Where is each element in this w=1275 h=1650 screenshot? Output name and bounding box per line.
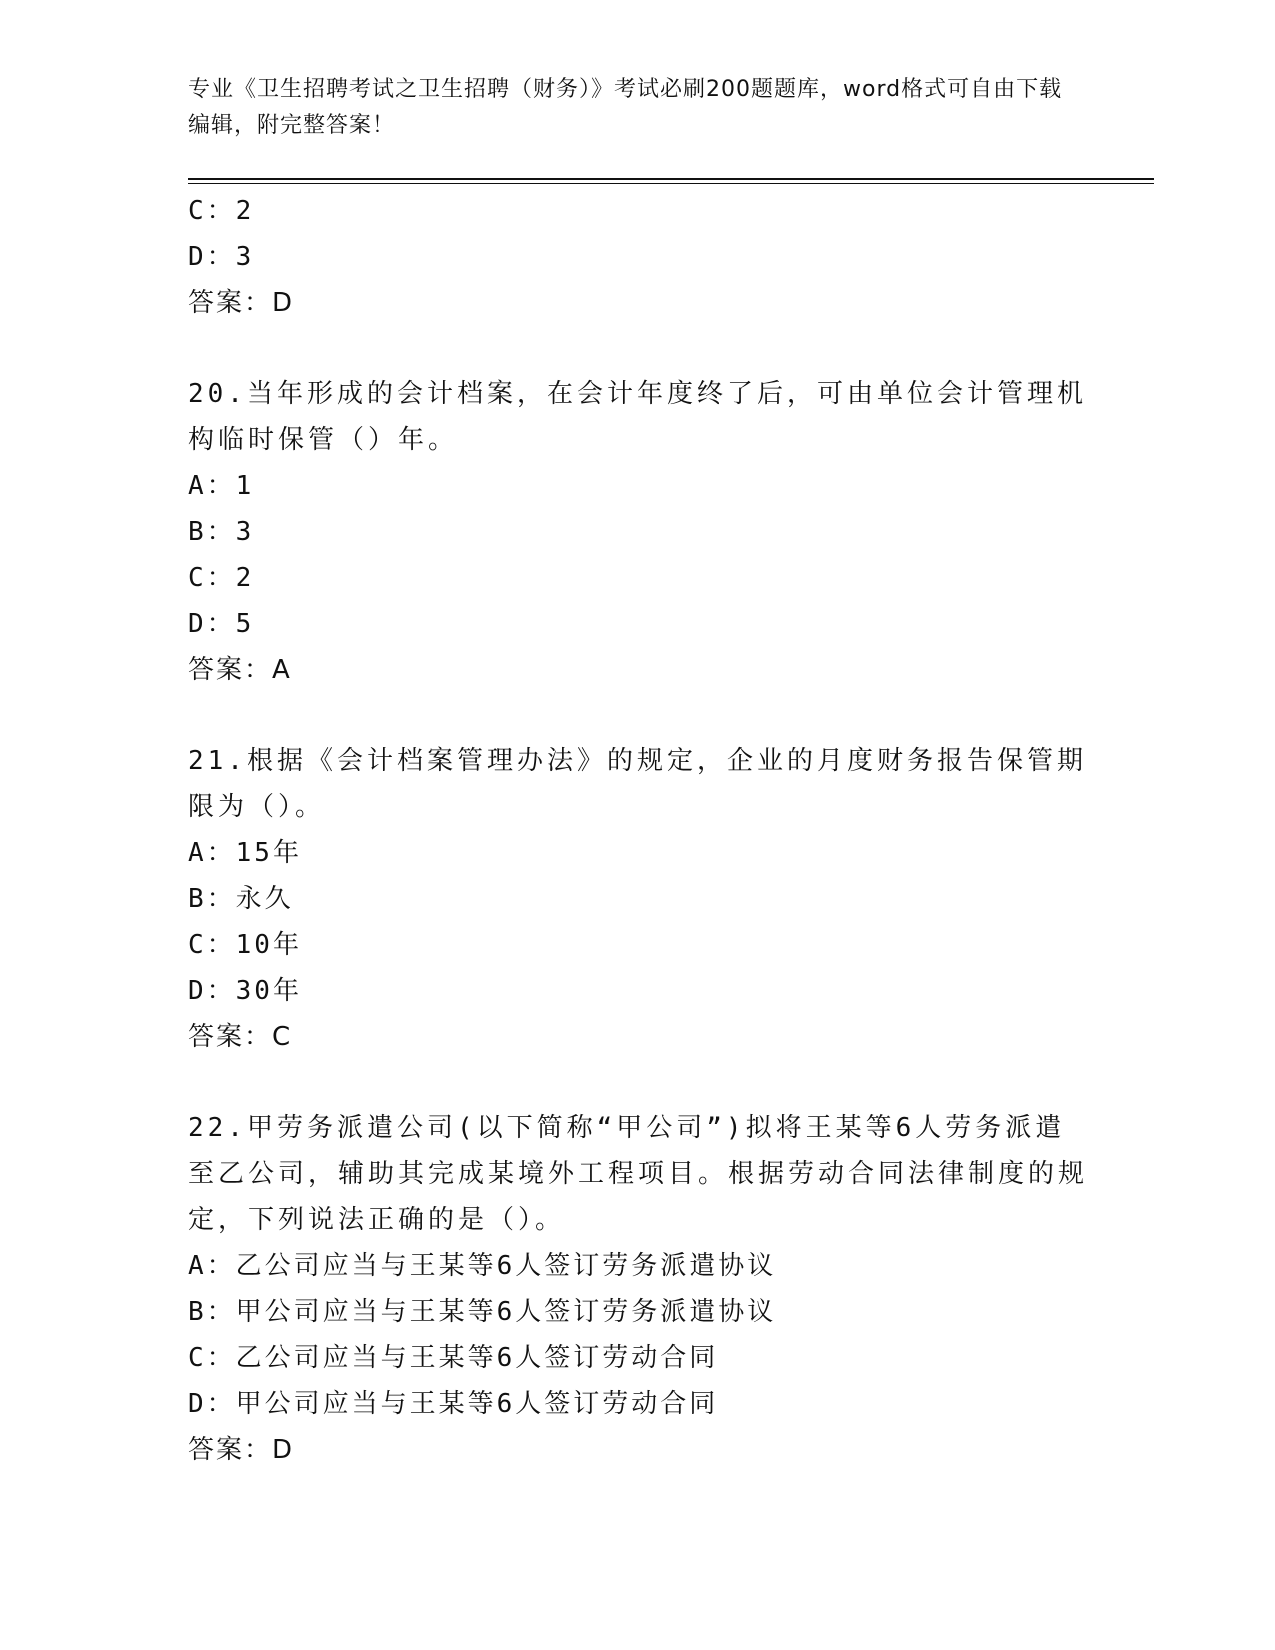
question-20 [188, 371, 1088, 693]
option-c: C：乙公司应当与王某等6人签订劳动合同 [188, 1343, 719, 1373]
question-text: 20.当年形成的会计档案，在会计年度终了后，可由单位会计管理机构临时保管（）年。 [188, 379, 1087, 455]
answer-line: 答案：A [188, 655, 292, 685]
header-divider-thin [188, 183, 1154, 184]
option-c: C：2 [188, 196, 255, 226]
header-divider-thick [188, 178, 1154, 180]
question-list [188, 188, 1088, 1473]
option-a: A：1 [188, 471, 255, 501]
option-c: C：10年 [188, 930, 302, 960]
question-21 [188, 738, 1088, 1060]
option-d: D：3 [188, 242, 255, 272]
question-text: 22.甲劳务派遣公司(以下简称“甲公司”)拟将王某等6人劳务派遣至乙公司，辅助其完成某境外工程项目。根据劳动合同法律制度的规定，下列说法正确的是（）。 [188, 1113, 1089, 1235]
question-text: 21.根据《会计档案管理办法》的规定，企业的月度财务报告保管期限为（）。 [188, 746, 1087, 822]
document-header: 专业《卫生招聘考试之卫生招聘（财务）》考试必刷200题题库，word格式可自由下载编辑，附完整答案！ [188, 77, 1063, 138]
option-d: D：30年 [188, 976, 302, 1006]
option-d: D：甲公司应当与王某等6人签订劳动合同 [188, 1389, 719, 1419]
answer-line: 答案：D [188, 1435, 295, 1465]
answer-line: 答案：D [188, 288, 295, 318]
question-22 [188, 1105, 1088, 1473]
option-a: A：15年 [188, 838, 302, 868]
answer-line: 答案：C [188, 1022, 293, 1052]
option-c: C：2 [188, 563, 255, 593]
option-b: B：永久 [188, 884, 294, 914]
option-a: A：乙公司应当与王某等6人签订劳务派遣协议 [188, 1251, 777, 1281]
option-b: B：3 [188, 517, 255, 547]
option-b: B：甲公司应当与王某等6人签订劳务派遣协议 [188, 1297, 777, 1327]
option-d: D：5 [188, 609, 255, 639]
previous-question-tail [188, 188, 1088, 326]
